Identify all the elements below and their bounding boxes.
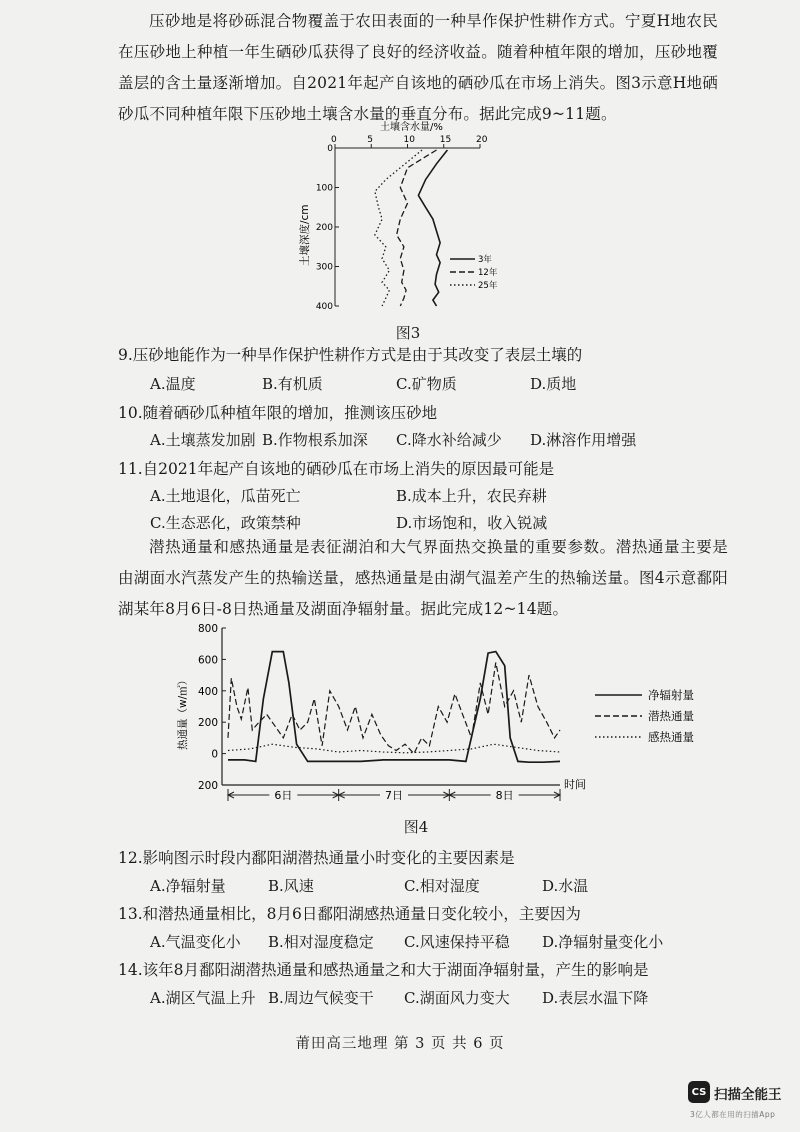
question-11-option-a[interactable]: A.土地退化，瓜苗死亡 bbox=[150, 487, 301, 505]
fig4-day-ranges bbox=[228, 787, 560, 802]
scanner-name: 扫描全能王 bbox=[714, 1087, 782, 1103]
fig3-x-tick-label: 5 bbox=[367, 135, 373, 145]
question-9-option-a[interactable]: A.温度 bbox=[150, 375, 196, 393]
fig4-day-label: 7日 bbox=[385, 789, 403, 802]
fig3-x-ticks bbox=[331, 135, 488, 148]
fig3-x-title: 土壤含水量/% bbox=[380, 122, 443, 133]
question-14-option-d[interactable]: D.表层水温下降 bbox=[542, 989, 649, 1007]
fig4-day-label: 8日 bbox=[495, 789, 514, 802]
fig4-y-title: 热通量（w/㎡） bbox=[177, 674, 189, 750]
question-12-option-c[interactable]: C.相对湿度 bbox=[404, 877, 480, 895]
fig4-y-tick-label: 600 bbox=[197, 654, 218, 667]
fig3-x-tick-label: 15 bbox=[439, 135, 452, 145]
page-footer: 莆田高三地理 第 3 页 共 6 页 bbox=[295, 1036, 505, 1052]
question-14-option-a[interactable]: A.湖区气温上升 bbox=[150, 989, 256, 1007]
fig3-x-tick-label: 10 bbox=[403, 135, 415, 145]
fig4-y-tick-label: 200 bbox=[197, 780, 218, 792]
question-11-option-b[interactable]: B.成本上升，农民弃耕 bbox=[396, 487, 547, 505]
question-10-option-c[interactable]: C.降水补给减少 bbox=[396, 431, 502, 449]
fig4-day-label: 6日 bbox=[274, 789, 293, 802]
scanner-watermark bbox=[688, 1081, 798, 1126]
fig3-y-tick-label: 200 bbox=[315, 223, 333, 233]
fig3-series-1-line bbox=[418, 150, 447, 306]
fig3-x-tick-label: 20 bbox=[476, 135, 488, 145]
fig4-y-tick-label: 400 bbox=[197, 685, 218, 698]
question-10-option-b[interactable]: B.作物根系加深 bbox=[262, 431, 368, 449]
passage-2: 潜热通量和感热通量是表征湖泊和大气界面热交换量的重要参数。潜热通量主要是由湖面水汽蒸发产生的热输送量，感热通量是由湖气温差产生的热输送量。图4示意鄱阳湖某年8月6日-8日热通量及湖面净辐射量。据此完成12~14题。 bbox=[118, 538, 728, 618]
fig3-y-tick-label: 400 bbox=[315, 302, 333, 312]
fig3-series-3-line bbox=[375, 150, 422, 306]
question-12-option-b[interactable]: B.风速 bbox=[268, 877, 314, 895]
fig4-y-tick-label: 200 bbox=[197, 717, 218, 730]
question-13-option-a[interactable]: A.气温变化小 bbox=[150, 933, 241, 951]
passage-1: 压砂地是将砂砾混合物覆盖于农田表面的一种旱作保护性耕作方式。宁夏H地农民在压砂地上种植一年生硒砂瓜获得了良好的经济收益。随着种植年限的增加，压砂地覆盖层的含土量逐渐增加。自2021年起产自该地的硒砂瓜在市场上消失。图3示意H地硒砂瓜不同种植年限下压砂地土壤含水量的垂直分布。据此完成9~11题。 bbox=[118, 12, 718, 123]
question-13-option-d[interactable]: D.净辐射量变化小 bbox=[542, 933, 664, 951]
question-10-option-d[interactable]: D.淋溶作用增强 bbox=[530, 431, 637, 449]
question-9-option-c[interactable]: C.矿物质 bbox=[396, 375, 457, 393]
question-11-option-c[interactable]: C.生态恶化，政策禁种 bbox=[150, 514, 301, 532]
fig3-legend-label: 3年 bbox=[478, 255, 492, 265]
fig4-x-title: 时间 bbox=[564, 778, 586, 791]
question-10-stem: 10.随着硒砂瓜种植年限的增加，推测该压砂地 bbox=[118, 404, 438, 422]
fig4-series-1-line bbox=[228, 652, 560, 763]
question-10-option-a[interactable]: A.土壤蒸发加剧 bbox=[150, 431, 256, 449]
fig3-legend bbox=[450, 254, 498, 291]
fig3-y-title: 土壤深度/cm bbox=[299, 204, 311, 266]
fig4-legend-label: 净辐射量 bbox=[648, 688, 694, 702]
question-13-option-c[interactable]: C.风速保持平稳 bbox=[404, 933, 510, 951]
question-9-option-d[interactable]: D.质地 bbox=[530, 375, 577, 393]
fig3-x-tick-label: 0 bbox=[331, 135, 337, 145]
fig3-legend-label: 12年 bbox=[478, 268, 498, 278]
fig3-y-tick-label: 0 bbox=[327, 144, 333, 154]
question-11-stem: 11.自2021年起产自该地的硒砂瓜在市场上消失的原因最可能是 bbox=[118, 460, 555, 478]
figure-4-caption: 图4 bbox=[403, 818, 429, 836]
scanner-logo-icon: CS bbox=[688, 1081, 710, 1103]
question-13-option-b[interactable]: B.相对湿度稳定 bbox=[268, 933, 374, 951]
fig3-legend-label: 25年 bbox=[478, 281, 498, 291]
fig4-legend-label: 潜热通量 bbox=[648, 709, 694, 723]
question-11-option-d[interactable]: D.市场饱和，收入锐减 bbox=[396, 514, 548, 532]
fig3-y-tick-label: 100 bbox=[315, 183, 333, 194]
fig4-y-tick-label: 0 bbox=[211, 748, 218, 761]
question-12-option-a[interactable]: A.净辐射量 bbox=[150, 877, 226, 895]
fig4-legend bbox=[595, 688, 694, 744]
fig4-y-tick-label: 800 bbox=[197, 623, 218, 635]
question-14-option-b[interactable]: B.周边气候变干 bbox=[268, 989, 374, 1007]
question-13-stem: 13.和潜热通量相比，8月6日鄱阳湖感热通量日变化较小，主要因为 bbox=[118, 905, 581, 923]
question-12-stem: 12.影响图示时段内鄱阳湖潜热通量小时变化的主要因素是 bbox=[118, 849, 515, 867]
scanner-tagline: 3亿人都在用的扫描App bbox=[690, 1110, 776, 1119]
figure-4-chart bbox=[170, 620, 720, 810]
question-12-option-d[interactable]: D.水温 bbox=[542, 877, 589, 895]
question-9-stem: 9.压砂地能作为一种旱作保护性耕作方式是由于其改变了表层土壤的 bbox=[118, 346, 583, 364]
fig3-y-ticks bbox=[316, 144, 339, 312]
question-14-option-c[interactable]: C.湖面风力变大 bbox=[404, 989, 510, 1007]
question-14-stem: 14.该年8月鄱阳湖潜热通量和感热通量之和大于湖面净辐射量，产生的影响是 bbox=[118, 961, 649, 979]
figure-3-chart bbox=[290, 118, 520, 318]
fig4-series-3-line bbox=[228, 744, 560, 753]
fig4-legend-label: 感热通量 bbox=[648, 730, 694, 744]
figure-3-caption: 图3 bbox=[395, 324, 421, 342]
question-9-option-b[interactable]: B.有机质 bbox=[262, 375, 323, 393]
fig3-y-tick-label: 300 bbox=[315, 262, 333, 273]
